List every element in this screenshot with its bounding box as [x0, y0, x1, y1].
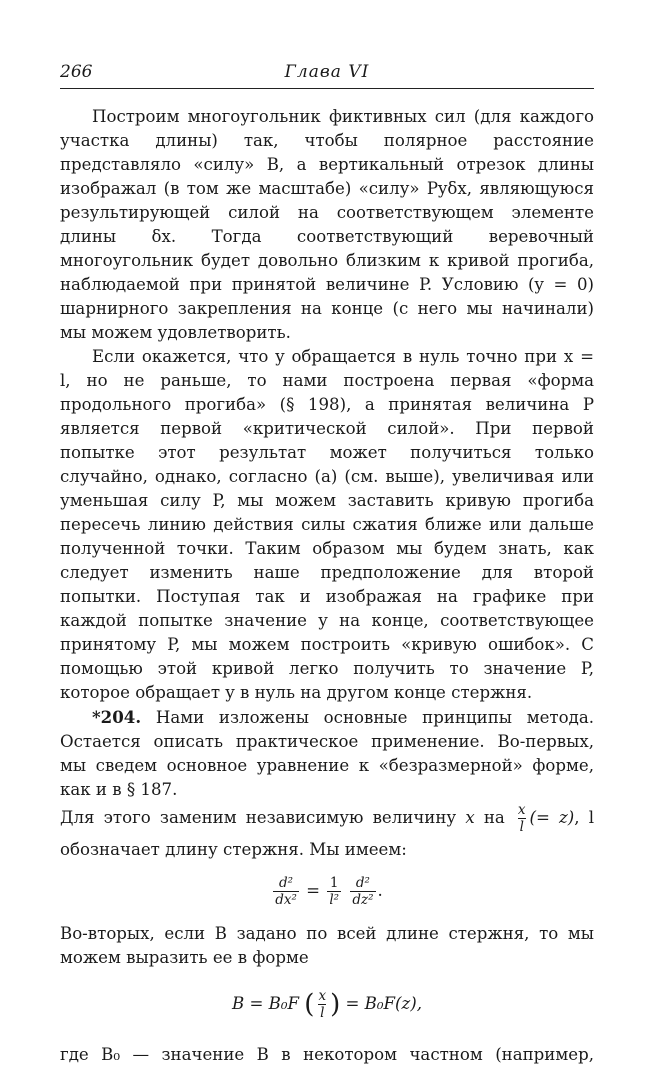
fraction-denominator: l	[519, 819, 524, 835]
formula-b-fraction	[316, 988, 328, 1021]
running-head: Глава VI	[284, 62, 370, 82]
right-paren: )	[330, 989, 341, 1020]
rhs-numerator: d²	[355, 875, 370, 891]
paragraph-1: Построим многоугольник фиктивных сил (для каждого участка длины) так, чтобы полярное расстояние представляло «силу» B, а вертикальный отрезок длины изображал (в том же масштабе) «силу» Pyδx, являющуюся результирующей силой на соответствующем элементе длины δx. Тогда соответствующий веревочный многоугольник будет довольно близким к кривой прогиба, наблюдаемой при принятой величине P. Условию (y = 0) шарнирного закрепления на конце (с него мы начинали) мы можем удовлетворить.	[60, 107, 594, 342]
coef-denominator: l²	[329, 892, 340, 908]
header-rule	[60, 88, 594, 89]
coef-fraction	[327, 875, 341, 908]
formula-b-rhs: = B₀F(z),	[345, 994, 423, 1013]
inline-fraction	[516, 802, 528, 835]
text-fragment: , l обозначает длину стержня. Мы имеем:	[60, 808, 594, 859]
coef-numerator: 1	[329, 875, 339, 891]
section-204	[60, 705, 594, 802]
page-number: 266	[60, 62, 93, 82]
equals-sign: =	[306, 881, 321, 900]
page-body	[60, 105, 594, 1067]
formula-period: .	[377, 881, 383, 900]
page-header	[60, 62, 594, 86]
formula-b	[60, 988, 594, 1021]
lhs-numerator: d²	[278, 875, 294, 891]
paragraph-2: Если окажется, что y обращается в нуль точно при x = l, но не раньше, то нами построена первая «форма продольного прогиба» (§ 198), а принятая величина P является первой «критической силой». При первой попытке этот результат может получиться только случайно, однако, согласно (a) (см. выше), увеличивая или уменьшая силу P, мы можем заставить кривую прогиба пересечь линию действия силы сжатия ближе или дальше полученной точки. Таким образом мы будем знать, как следует изменить наше предположение для второй попытки. Поступая так и изображая на графике при каждой попытке значение y на конце, соответствующее принятому P, мы можем построить «кривую ошибок». С помощью этой кривой легко получить то значение P, которое обращает y в нуль на другом конце стержня.	[60, 347, 594, 702]
lhs-denominator: dx²	[275, 892, 297, 908]
formula-b-numerator: x	[318, 988, 327, 1004]
variable-x: x	[465, 808, 475, 827]
formula-b-lhs: B = B₀F	[231, 994, 299, 1013]
lhs-fraction	[273, 875, 299, 908]
paragraph-3: Во-вторых, если B задано по всей длине стержня, то мы можем выразить ее в форме	[60, 924, 594, 967]
section-text: Нами изложены основные принципы метода. Остается описать практическое применение. Во-первых, мы сведем основное уравнение к «безразмерной» форме, как и в § 187.	[60, 708, 594, 799]
section-number: *204.	[92, 707, 142, 727]
formula-derivative	[60, 875, 594, 908]
rhs-fraction	[350, 875, 375, 908]
rhs-denominator: dz²	[352, 892, 374, 908]
last-line: где B₀ — значение B в некотором частном (например,	[60, 1045, 594, 1064]
fraction-tail: (= z)	[529, 808, 575, 827]
formula-b-denominator: l	[320, 1005, 325, 1021]
section-text-continued	[60, 802, 594, 865]
left-paren: (	[304, 989, 315, 1020]
fraction-numerator: x	[517, 802, 526, 818]
text-fragment: на	[483, 808, 505, 827]
text-fragment: Для этого заменим независимую величину	[60, 808, 457, 827]
